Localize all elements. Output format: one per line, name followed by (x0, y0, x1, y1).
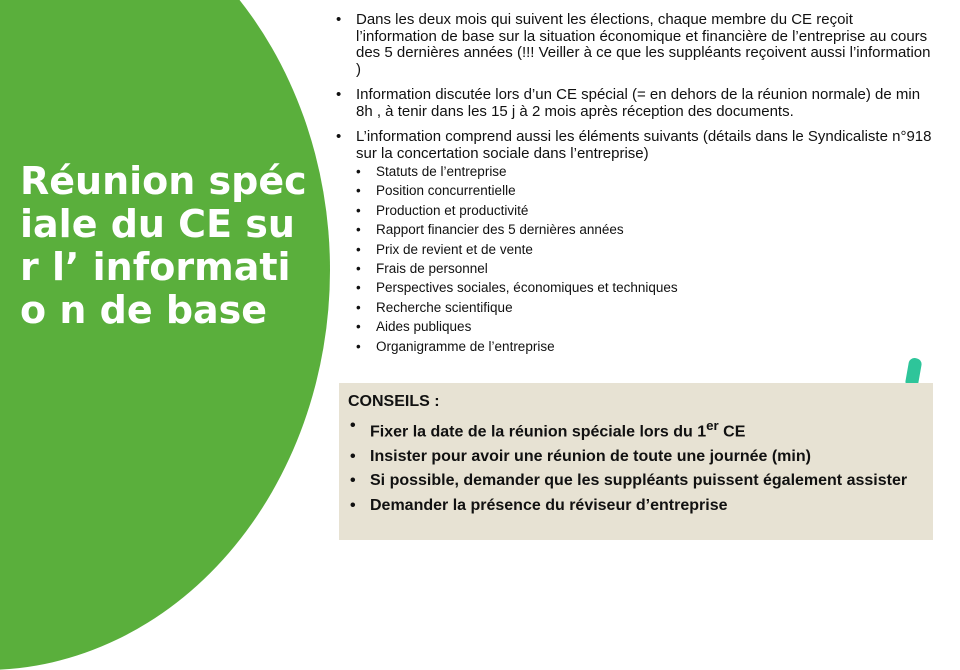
advice-title: CONSEILS : (348, 393, 440, 410)
bullet-item (334, 129, 934, 356)
slide-title: Réunion spéciale du CE sur l’ informatio n de base (20, 159, 307, 332)
sub-bullet-item: • Position concurrentielle (356, 181, 934, 200)
bullet-text: L’information comprend aussi les éléments suivants (détails dans le Syndicaliste n°918 sur la concertation sociale dans l’entreprise) (356, 128, 932, 162)
sub-bullet-item: • Production et productivité (356, 201, 934, 220)
sub-bullet-item: • Perspectives sociales, économiques et techniques (356, 278, 934, 297)
sub-bullet-item: • Frais de personnel (356, 259, 934, 278)
advice-item: • Demander la présence du réviseur d’entreprise (348, 494, 923, 518)
bullet-list (334, 12, 934, 356)
sub-bullet-item: • Rapport financier des 5 dernières années (356, 220, 934, 239)
advice-item-text: CE (718, 423, 746, 441)
bullet-item: • Information discutée lors d’un CE spécial (= en dehors de la réunion normale) de min 8h , à tenir dans les 15 j à 2 mois après réception des documents. (334, 87, 934, 120)
advice-item: • Si possible, demander que les suppléants puissent également assister (348, 469, 923, 493)
green-circle-shape (0, 0, 330, 670)
advice-item (348, 414, 923, 445)
sub-bullet-item: • Prix de revient et de vente (356, 240, 934, 259)
sub-bullet-item: • Aides publiques (356, 317, 934, 336)
sub-bullet-item: • Statuts de l’entreprise (356, 162, 934, 181)
advice-item-text: Fixer la date de la réunion spéciale lors du 1 (370, 423, 707, 441)
advice-box (339, 383, 933, 540)
sub-bullet-list (356, 162, 934, 356)
sub-bullet-item: • Organigramme de l’entreprise (356, 337, 934, 356)
advice-item: • Insister pour avoir une réunion de toute une journée (min) (348, 445, 923, 469)
ordinal-superscript: er (706, 418, 719, 434)
advice-list (348, 414, 923, 518)
sub-bullet-item: • Recherche scientifique (356, 298, 934, 317)
bullet-item: • Dans les deux mois qui suivent les élections, chaque membre du CE reçoit l’information de base sur la situation économique et financière de l’entreprise au cours des 5 dernières années (!!! Veiller à ce que les suppléants reçoivent aussi l’information ) (334, 12, 934, 78)
main-content (334, 12, 934, 365)
